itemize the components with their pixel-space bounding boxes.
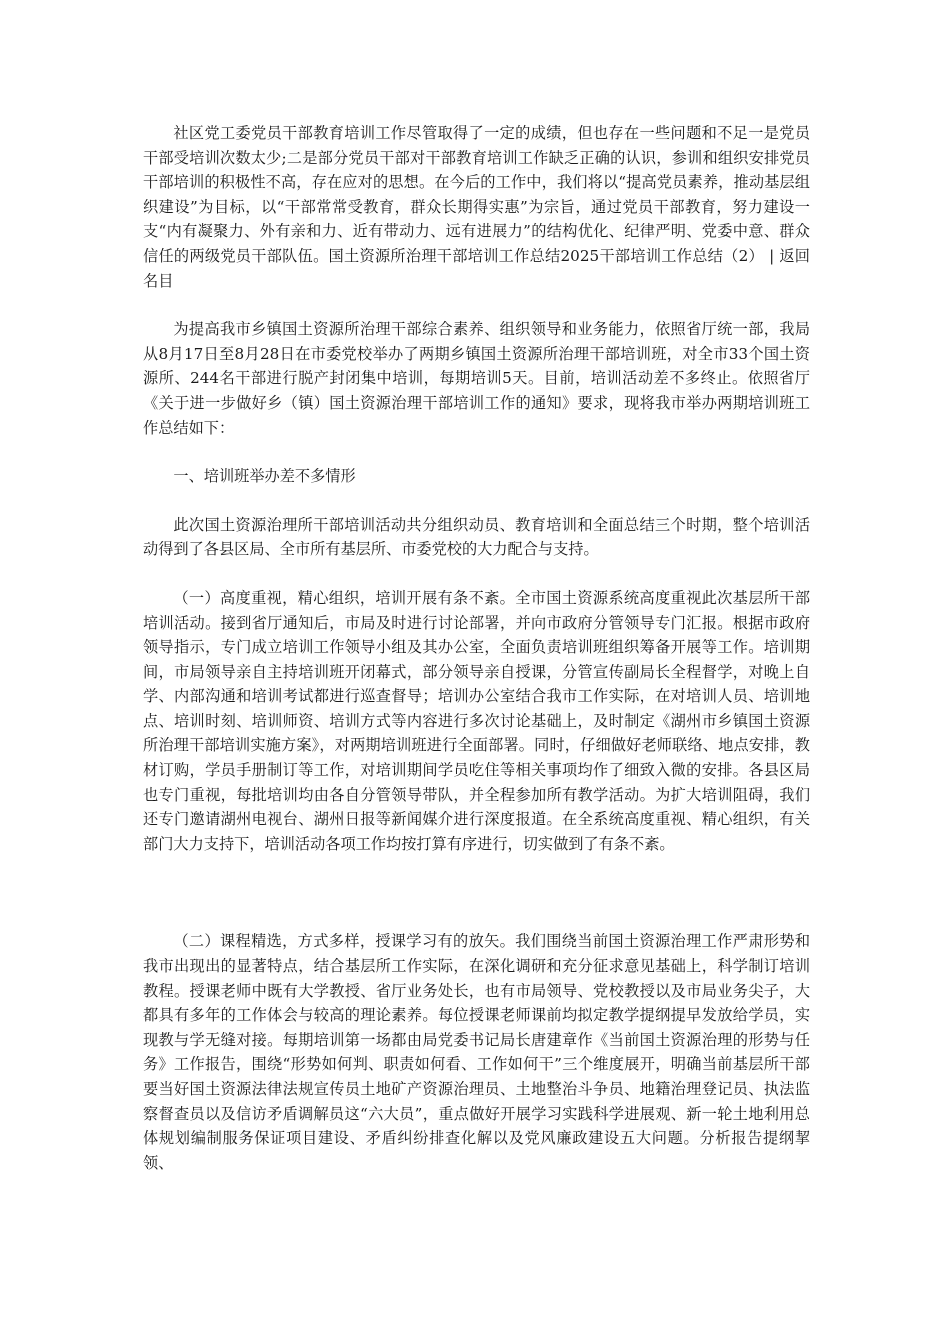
paragraph-curriculum: （二）课程精选，方式多样，授课学习有的放矢。我们围绕当前国土资源治理工作严肃形势和我市出现出的显著特点，结合基层所工作实际，在深化调研和充分征求意见基础上，科学制订培训教程。授课老师中既有大学教授、省厅业务处长，也有市局领导、党校教授以及市局业务尖子，大都具有多年的工作体会与较高的理论素养。每位授课老师课前均拟定教学提纲提早发放给学员，实现教与学无缝对接。每期培训第一场都由局党委书记局长唐建章作《当前国土资源治理的形势与任务》工作报告，围绕“形势如何判、职责如何看、工作如何干”三个维度展开，明确当前基层所干部要当好国土资源法律法规宣传员土地矿产资源治理员、土地整治斗争员、地籍治理登记员、执法监察督查员以及信访矛盾调解员这“六大员”，重点做好开展学习实践科学进展观、新一轮土地利用总体规划编制服务保证项目建设、矛盾纠纷排查化解以及党风廉政建设五大问题。分析报告提纲挈领、: [143, 932, 810, 1172]
paragraph-training-overview: 为提高我市乡镇国土资源所治理干部综合素养、组织领导和业务能力，依照省厅统一部，我局从8月17日至8月28日在市委党校举办了两期乡镇国土资源所治理干部培训班，对全市33个国土资源所、244名干部进行脱产封闭集中培训，每期培训5天。目前，培训活动差不多终止。依照省厅《关于进一步做好乡（镇）国土资源治理干部培训工作的通知》要求，现将我市举办两期培训班工作总结如下：: [143, 320, 810, 437]
section-heading-basic-situation: 一、培训班举办差不多情形: [173, 467, 356, 486]
paragraph-organization: （一）高度重视，精心组织，培训开展有条不紊。全市国土资源系统高度重视此次基层所干部培训活动。接到省厅通知后，市局及时进行讨论部署，并向市政府分管领导专门汇报。根据市政府领导指示，专门成立培训工作领导小组及其办公室，全面负责培训班组织筹备开展等工作。培训期间，市局领导亲自主持培训班开闭幕式，部分领导亲自授课，分管宣传副局长全程督学，对晚上自学、内部沟通和培训考试都进行巡查督导；培训办公室结合我市工作实际，在对培训人员、培训地点、培训时刻、培训师资、培训方式等内容进行多次讨论基础上，及时制定《湖州市乡镇国土资源所治理干部培训实施方案》，对两期培训班进行全面部署。同时，仔细做好老师联络、地点安排，教材订购，学员手册制订等工作，对培训期间学员吃住等相关事项均作了细致入微的安排。各县区局也专门重视，每批培训均由各自分管领导带队，并全程参加所有教学活动。为扩大培训阻碍，我们还专门邀请湖州电视台、湖州日报等新闻媒介进行深度报道。在全系统高度重视、精心组织，有关部门大力支持下，培训活动各项工作均按打算有序进行，切实做到了有条不紊。: [143, 588, 810, 853]
document-page: [143, 121, 810, 1175]
paragraph-summary-conclusion: 社区党工委党员干部教育培训工作尽管取得了一定的成绩，但也存在一些问题和不足一是党员干部受培训次数太少;二是部分党员干部对干部教育培训工作缺乏正确的认识，参训和组织安排党员干部培训的积极性不高，存在应对的思想。在今后的工作中，我们将以“提高党员素养，推动基层组织建设”为目标，以“干部常常受教育，群众长期得实惠”为宗旨，通过党员干部教育，努力建设一支“内有凝聚力、外有亲和力、近有带动力、远有进展力”的结构优化、纪律严明、党委中意、群众信任的两级党员干部队伍。国土资源所治理干部培训工作总结2025干部培训工作总结（2） | 返回名目: [143, 124, 810, 290]
paragraph-three-phases: 此次国土资源治理所干部培训活动共分组织动员、教育培训和全面总结三个时期，整个培训活动得到了各县区局、全市所有基层所、市委党校的大力配合与支持。: [143, 515, 810, 559]
